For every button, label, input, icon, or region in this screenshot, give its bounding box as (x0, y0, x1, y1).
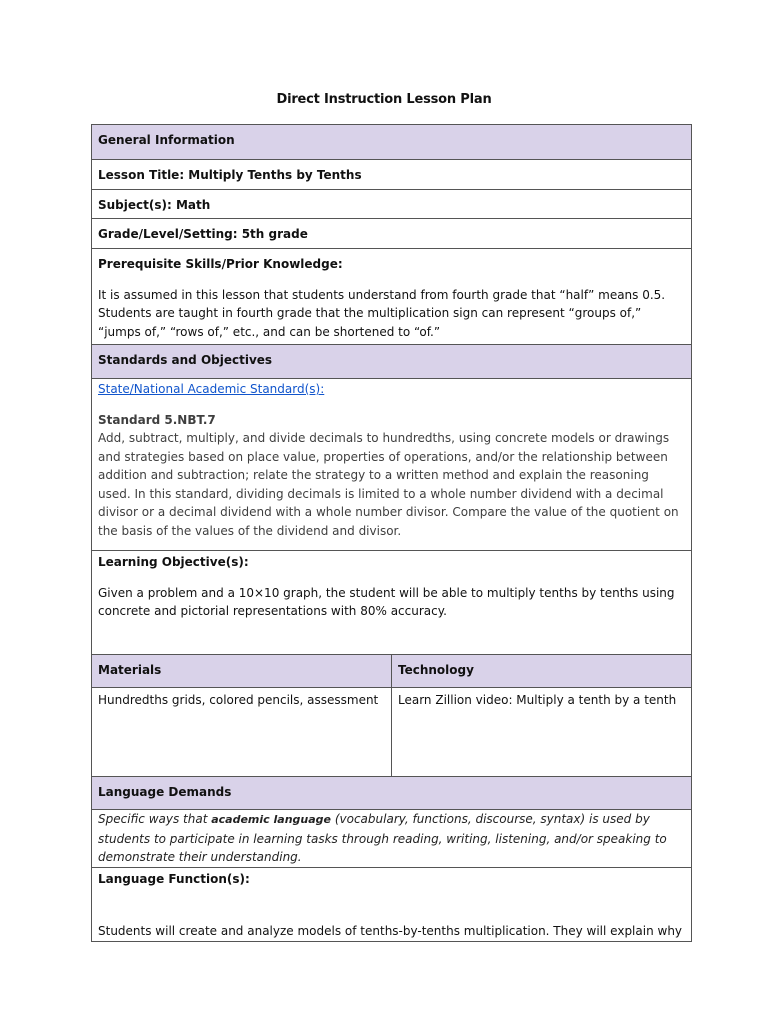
lesson-title: Lesson Title: Multiply Tenths by Tenths (92, 160, 692, 190)
document-title: Direct Instruction Lesson Plan (276, 92, 492, 107)
prerequisite-text: It is assumed in this lesson that students understand from fourth grade that “half” means 0.5. Students are taught in fourth grade that the multiplication sign can represent “groups of,” “jumps of,” “rows of,” etc., and can be shortened to “of.” (98, 287, 666, 339)
subjects: Subject(s): Math (92, 190, 692, 219)
language-desc-term: academic language (211, 813, 332, 826)
standard-link[interactable]: State/National Academic Standard(s): (98, 382, 325, 396)
language-demands-description (92, 810, 692, 868)
learning-objective-label: Learning Objective(s): (98, 555, 249, 569)
language-function-text: Students will create and analyze models of tenths-by-tenths multiplication. They will explain why (98, 924, 683, 938)
standard-text: Add, subtract, multiply, and divide decimals to hundredths, using concrete models or drawings and strategies based on place value, properties of operations, and/or the relationship between addition and subtraction; relate the strategy to a written method and explain the reasoning used. In this standard, dividing decimals is limited to a whole number dividend with a decimal divisor or a decimal dividend with a whole number divisor. Compare the value of the quotient on the basis of the values of the dividend and divisor. (98, 431, 679, 538)
section-materials: Materials (92, 655, 392, 688)
learning-objective-cell (92, 551, 692, 655)
materials-text: Hundredths grids, colored pencils, assessment (92, 688, 392, 777)
section-standards-objectives: Standards and Objectives (92, 345, 692, 379)
language-function-label: Language Function(s): (98, 871, 250, 886)
prerequisite-label: Prerequisite Skills/Prior Knowledge: (98, 257, 343, 271)
language-desc-pre: Specific ways that (98, 812, 212, 826)
standards-cell (92, 379, 692, 551)
section-technology: Technology (392, 655, 692, 688)
prerequisite-cell (92, 249, 692, 345)
language-function-cell (92, 867, 692, 941)
learning-objective-text: Given a problem and a 10×10 graph, the student will be able to multiply tenths by tenths using concrete and pictorial representations with 80% accuracy. (98, 585, 675, 618)
language-desc-post: (vocabulary, functions, discourse, syntax) is used by students to participate in learning tasks through reading, writing, listening, and/or speaking to demonstrate their understanding. (98, 812, 667, 864)
technology-text: Learn Zillion video: Multiply a tenth by a tenth (392, 688, 692, 777)
section-general-information: General Information (92, 125, 692, 160)
grade-level-setting: Grade/Level/Setting: 5th grade (92, 219, 692, 249)
standard-code: Standard 5.NBT.7 (98, 412, 216, 427)
lesson-plan-table (91, 124, 692, 942)
section-language-demands: Language Demands (92, 777, 692, 810)
